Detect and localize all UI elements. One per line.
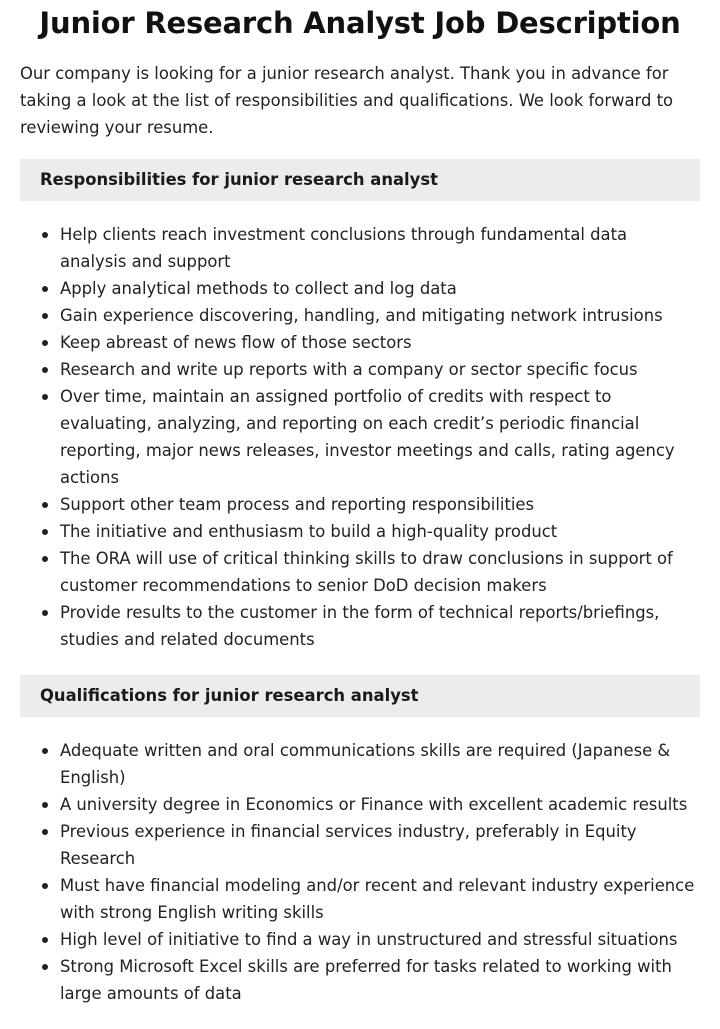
list-item: High level of initiative to find a way in unstructured and stressful situations — [60, 926, 700, 953]
list-item: Support other team process and reporting responsibilities — [60, 491, 700, 518]
page-title: Junior Research Analyst Job Description — [39, 6, 681, 40]
list-item: Apply analytical methods to collect and log data — [60, 275, 700, 302]
list-item: Previous experience in financial services industry, preferably in Equity Research — [60, 818, 700, 872]
intro-paragraph: Our company is looking for a junior research analyst. Thank you in advance for taking a look at the list of responsibilities and qualifications. We look forward to reviewing your resume. — [20, 64, 674, 137]
list-item: Strong Microsoft Excel skills are preferred for tasks related to working with large amounts of data — [60, 953, 700, 1007]
list-item: Research and write up reports with a company or sector specific focus — [60, 356, 700, 383]
list-item: Help clients reach investment conclusions through fundamental data analysis and support — [60, 221, 700, 275]
list-item: Gain experience discovering, handling, and mitigating network intrusions — [60, 302, 700, 329]
qualifications-list — [20, 737, 700, 1007]
list-item: Provide results to the customer in the form of technical reports/briefings, studies and related documents — [60, 599, 700, 653]
responsibilities-list — [20, 221, 700, 653]
list-item: Over time, maintain an assigned portfolio of credits with respect to evaluating, analyzing, and reporting on each credit’s periodic financial reporting, major news releases, investor meetings and calls, rating agency actions — [60, 383, 700, 491]
list-item: A university degree in Economics or Finance with excellent academic results — [60, 791, 700, 818]
list-item: The ORA will use of critical thinking skills to draw conclusions in support of customer recommendations to senior DoD decision makers — [60, 545, 700, 599]
qualifications-heading: Qualifications for junior research analyst — [20, 675, 700, 717]
list-item: The initiative and enthusiasm to build a high-quality product — [60, 518, 700, 545]
list-item: Must have financial modeling and/or recent and relevant industry experience with strong English writing skills — [60, 872, 700, 926]
responsibilities-heading: Responsibilities for junior research analyst — [20, 159, 700, 201]
list-item: Adequate written and oral communications skills are required (Japanese & English) — [60, 737, 700, 791]
list-item: Keep abreast of news flow of those sectors — [60, 329, 700, 356]
